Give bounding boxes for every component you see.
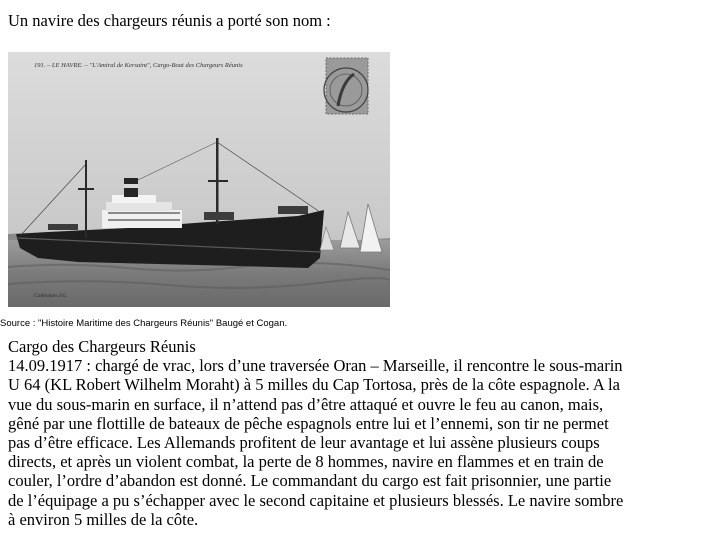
ship-postcard-figure (0, 52, 390, 334)
article-line: directs, et après un violent combat, la perte de 8 hommes, navire en flammes et en train de (8, 452, 604, 472)
article-line: couler, l’ordre d’abandon est donné. Le commandant du cargo est fait prisonnier, une partie (8, 471, 612, 491)
postcard-collection-mark: Collection J.G. (34, 293, 68, 299)
article-title: Cargo des Chargeurs Réunis (8, 337, 196, 356)
ship-postcard-photo (8, 52, 390, 307)
postcard-printed-caption: 191. – LE HAVRE. – "L'Amiral de Kersaint", Cargo-Boat des Chargeurs Réunis (34, 62, 243, 69)
article-line: pas d’être efficace. Les Allemands profitent de leur avantage et lui assène plusieurs coups (8, 433, 600, 453)
ship-history-text (8, 337, 698, 529)
cargo-ship-picture (8, 52, 390, 307)
article-line: 14.09.1917 : chargé de vrac, lors d’une traversée Oran – Marseille, il rencontre le sous-marin (8, 356, 623, 376)
page-heading: Un navire des chargeurs réunis a porté son nom : (8, 11, 331, 30)
article-line: à environ 5 milles de la côte. (8, 509, 199, 529)
article-line: de l’équipage a pu s’échapper avec le second capitaine et plusieurs blessés. Le navire sombre (8, 490, 624, 510)
photo-source-credit: Source : "Histoire Maritime des Chargeurs Réunis" Baugé et Cogan. (0, 318, 288, 329)
article-line: gêné par une flottille de bateaux de pêche espagnols entre lui et l’ennemi, son tir ne permet (8, 413, 609, 433)
article-line: U 64 (KL Robert Wilhelm Moraht) à 5 milles du Cap Tortosa, près de la côte espagnole. A la (8, 375, 620, 395)
article-line: vue du sous-marin en surface, il n’attend pas d’être attaqué et ouvre le feu au canon, mais, (8, 394, 604, 414)
